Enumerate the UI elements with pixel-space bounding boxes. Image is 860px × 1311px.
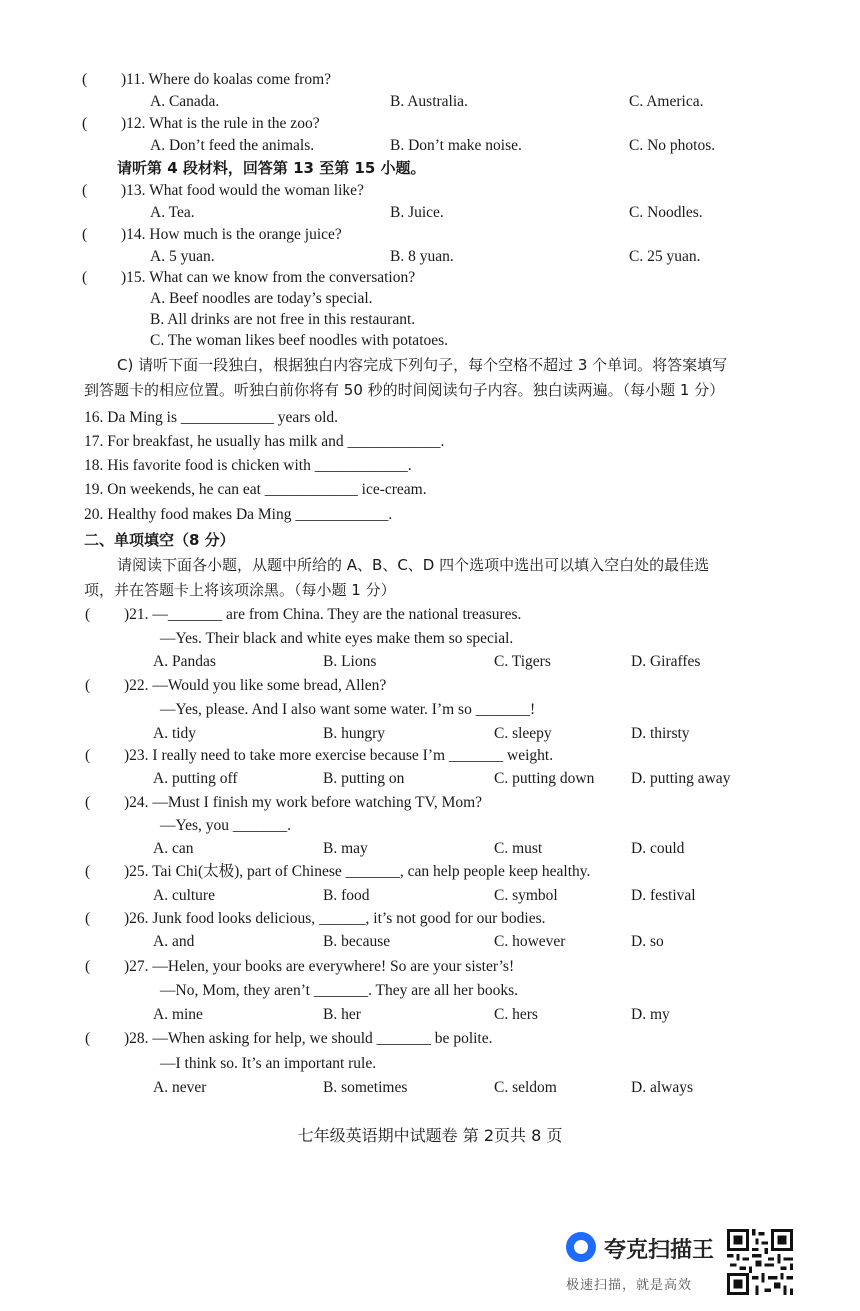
question-21-response: —Yes. Their black and white eyes make them so special. [160,630,514,647]
q15-option-c: C. The woman likes beef noodles with potatoes. [150,332,449,349]
question-28-stem: )28. —When asking for help, we should _______ be polite. [124,1030,493,1047]
q23-option-c: C. putting down [494,770,595,787]
q27-option-b: B. her [323,1006,361,1023]
q27-option-a: A. mine [153,1006,203,1023]
q12-option-b: B. Don’t make noise. [390,137,522,154]
answer-paren: ( [85,863,91,880]
answer-paren: ( [82,115,88,132]
q14-option-c: C. 25 yuan. [629,248,701,265]
watermark-slogan: 极速扫描，就是高效 [566,1278,693,1293]
q22-option-c: C. sleepy [494,725,552,742]
section-4-instruction: 请听第 4 段材料，回答第 13 至第 15 小题。 [117,159,426,177]
q25-option-a: A. culture [153,887,215,904]
q25-option-d: D. festival [631,887,696,904]
answer-paren: ( [85,1030,91,1047]
qr-code-icon [727,1229,793,1295]
question-22-response: —Yes, please. And I also want some water. I’m so _______! [160,701,536,718]
answer-paren: ( [85,606,91,623]
q25-option-b: B. food [323,887,370,904]
fill-question: 16. Da Ming is ____________ years old. [84,409,339,426]
question-24-response: —Yes, you _______. [160,817,292,834]
question-23-stem: )23. I really need to take more exercise because I’m _______ weight. [124,747,554,764]
part-2-instruction-line2: 项，并在答题卡上将该项涂黑。（每小题 1 分） [84,581,396,599]
answer-paren: ( [82,269,88,286]
q26-option-a: A. and [153,933,195,950]
q23-option-d: D. putting away [631,770,731,787]
part-c-instruction-line1: C) 请听下面一段独白，根据独白内容完成下列句子，每个空格不超过 3 个单词。将答案填写 [117,356,728,374]
q13-option-a: A. Tea. [150,204,195,221]
question-24-stem: )24. —Must I finish my work before watching TV, Mom? [124,794,483,811]
question-21-stem: )21. —_______ are from China. They are the national treasures. [124,606,522,623]
watermark-app-name: 夸克扫描王 [604,1238,715,1263]
page-footer: 七年级英语期中试题卷 第 2页共 8 页 [297,1126,563,1145]
quark-logo-icon [566,1232,596,1262]
q24-option-d: D. could [631,840,685,857]
q12-option-c: C. No photos. [629,137,716,154]
q26-option-c: C. however [494,933,566,950]
q21-option-b: B. Lions [323,653,377,670]
question-13-stem: )13. What food would the woman like? [121,182,364,199]
answer-paren: ( [82,182,88,199]
q22-option-b: B. hungry [323,725,385,742]
answer-paren: ( [82,226,88,243]
fill-question: 17. For breakfast, he usually has milk and ____________. [84,433,445,450]
q21-option-d: D. Giraffes [631,653,701,670]
q13-option-c: C. Noodles. [629,204,703,221]
answer-paren: ( [85,677,91,694]
q23-option-a: A. putting off [153,770,238,787]
q21-option-a: A. Pandas [153,653,216,670]
q22-option-a: A. tidy [153,725,197,742]
q21-option-c: C. Tigers [494,653,551,670]
answer-paren: ( [85,747,91,764]
question-27-response: —No, Mom, they aren’t _______. They are all her books. [160,982,519,999]
q23-option-b: B. putting on [323,770,405,787]
q28-option-a: A. never [153,1079,207,1096]
question-22-stem: )22. —Would you like some bread, Allen? [124,677,387,694]
q13-option-b: B. Juice. [390,204,444,221]
fill-question: 18. His favorite food is chicken with ____________. [84,457,412,474]
q28-option-d: D. always [631,1079,693,1096]
q27-option-c: C. hers [494,1006,538,1023]
q14-option-b: B. 8 yuan. [390,248,454,265]
q11-option-b: B. Australia. [390,93,468,110]
part-c-instruction-line2: 到答题卡的相应位置。听独白前你将有 50 秒的时间阅读句子内容。独白读两遍。（每小题 1 分） [84,381,725,399]
q22-option-d: D. thirsty [631,725,690,742]
question-25-stem: )25. Tai Chi(太极), part of Chinese _______, can help people keep healthy. [124,863,591,880]
answer-paren: ( [85,794,91,811]
q15-option-a: A. Beef noodles are today’s special. [150,290,373,307]
q14-option-a: A. 5 yuan. [150,248,215,265]
q28-option-c: C. seldom [494,1079,557,1096]
question-27-stem: )27. —Helen, your books are everywhere! So are your sister’s! [124,958,515,975]
question-28-response: —I think so. It’s an important rule. [160,1055,377,1072]
question-11-stem: )11. Where do koalas come from? [121,71,332,88]
answer-paren: ( [82,71,88,88]
part-2-instruction-line1: 请阅读下面各小题，从题中所给的 A、B、C、D 四个选项中选出可以填入空白处的最佳选 [117,556,710,574]
q28-option-b: B. sometimes [323,1079,408,1096]
q24-option-a: A. can [153,840,194,857]
answer-paren: ( [85,958,91,975]
part-2-title: 二、单项填空（8 分） [84,531,235,549]
q15-option-b: B. All drinks are not free in this restaurant. [150,311,416,328]
question-12-stem: )12. What is the rule in the zoo? [121,115,320,132]
fill-question: 20. Healthy food makes Da Ming ____________. [84,506,393,523]
q12-option-a: A. Don’t feed the animals. [150,137,315,154]
question-14-stem: )14. How much is the orange juice? [121,226,342,243]
answer-paren: ( [85,910,91,927]
q26-option-d: D. so [631,933,664,950]
q24-option-b: B. may [323,840,368,857]
q24-option-c: C. must [494,840,543,857]
q11-option-a: A. Canada. [150,93,220,110]
q11-option-c: C. America. [629,93,704,110]
q27-option-d: D. my [631,1006,670,1023]
fill-question: 19. On weekends, he can eat ____________ ice-cream. [84,481,427,498]
q25-option-c: C. symbol [494,887,558,904]
question-15-stem: )15. What can we know from the conversation? [121,269,416,286]
q26-option-b: B. because [323,933,391,950]
question-26-stem: )26. Junk food looks delicious, ______, it’s not good for our bodies. [124,910,546,927]
